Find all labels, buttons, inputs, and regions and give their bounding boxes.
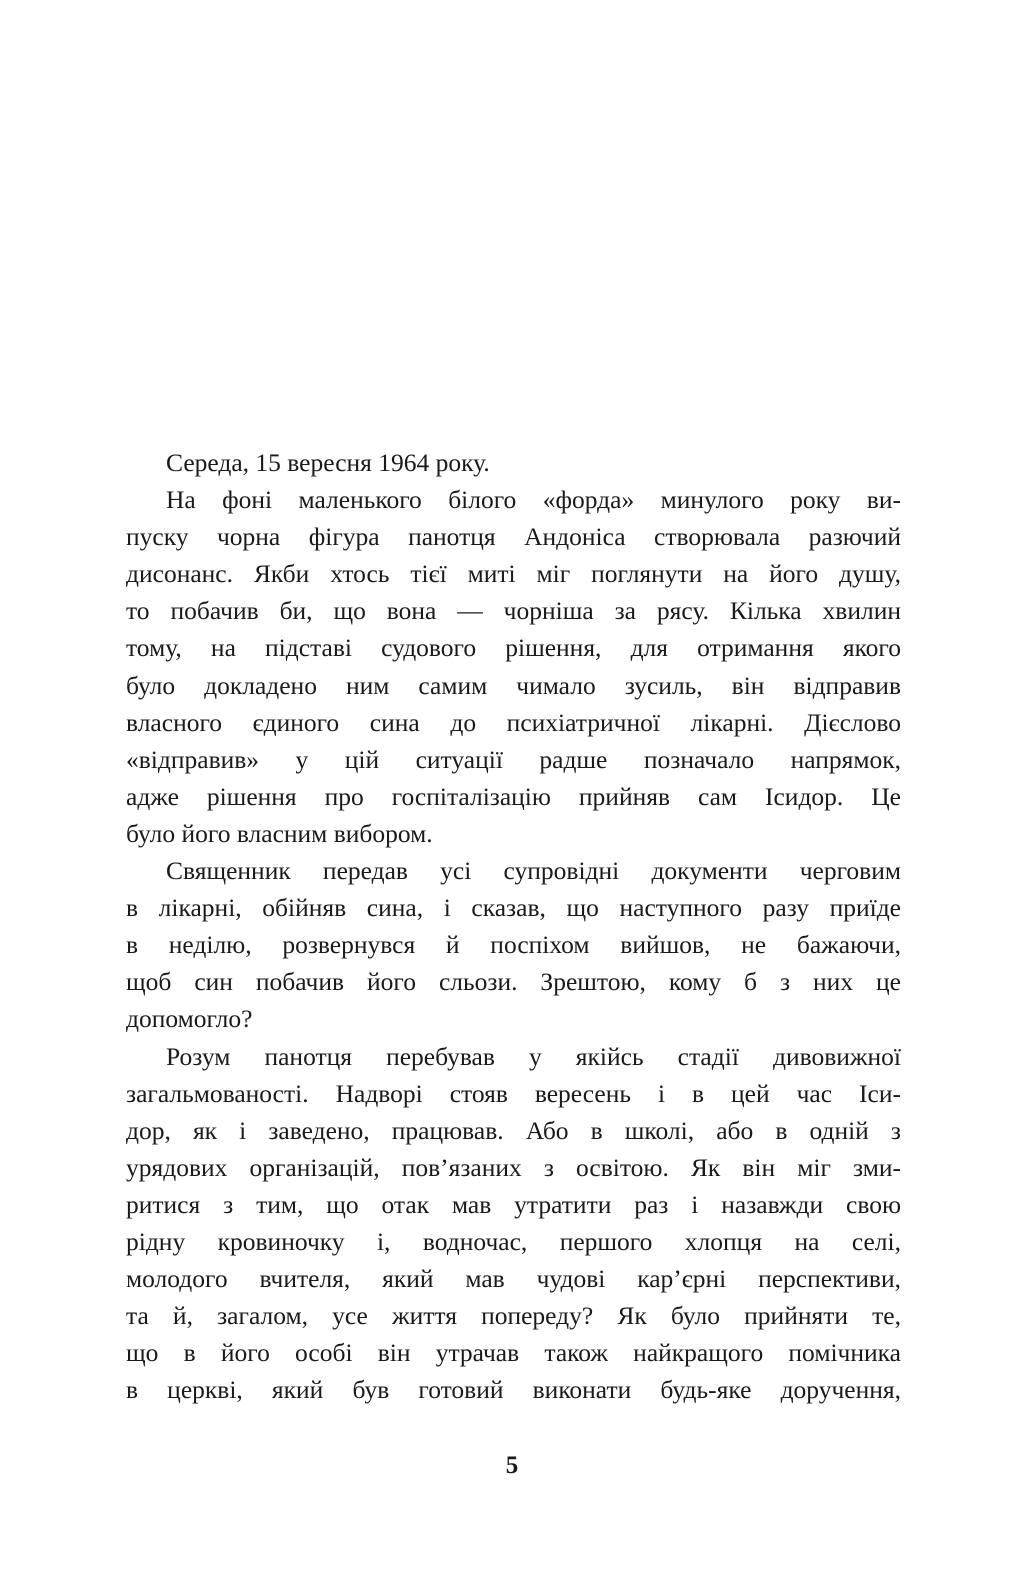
text-line: допомогло? [126, 1004, 253, 1034]
text-line: адже рішення про госпіталізацію прийняв сам Ісидор. Це [126, 781, 901, 811]
text-line: в церкві, який був готовий виконати будь-яке доручення, [126, 1375, 901, 1405]
text-line: На фоні маленького білого «форда» минулого року ви- [166, 485, 901, 515]
text-line: в лікарні, обійняв сина, і сказав, що наступного разу приїде [126, 893, 901, 923]
text-line: ритися з тим, що отак мав утратити раз і назавжди свою [126, 1189, 901, 1219]
text-line: щоб син побачив його сльози. Зрештою, кому б з них це [126, 967, 901, 997]
text-line: пуску чорна фігура панотця Андоніса створювала разючий [126, 522, 901, 552]
text-line: було докладено ним самим чимало зусиль, він відправив [126, 670, 901, 700]
page-number: 5 [505, 1452, 519, 1479]
text-line: Розум панотця перебував у якійсь стадії дивовижної [166, 1041, 901, 1071]
text-line: урядових організацій, пов’язаних з освітою. Як він міг зми- [126, 1152, 901, 1182]
text-line: «відправив» у цій ситуації радше позначало напрямок, [126, 744, 901, 774]
text-line: дисонанс. Якби хтось тієї миті міг поглянути на його душу, [126, 559, 901, 589]
text-line: в неділю, розвернувся й поспіхом вийшов, не бажаючи, [126, 930, 901, 960]
text-line: рідну кровиночку і, водночас, першого хлопця на селі, [126, 1226, 901, 1256]
text-line: що в його особі він утрачав також найкращого помічника [126, 1338, 901, 1368]
text-line: власного єдиного сина до психіатричної лікарні. Дієслово [126, 707, 901, 737]
text-line: молодого вчителя, який мав чудові кар’єрні перспективи, [126, 1264, 901, 1294]
text-line: Священник передав усі супровідні документи черговим [166, 856, 901, 886]
text-line: дор, як і заведено, працював. Або в школі, або в одній з [126, 1115, 901, 1145]
body-text [126, 444, 901, 1408]
text-line: тому, на підставі судового рішення, для отримання якого [126, 633, 901, 663]
text-line: та й, загалом, усе життя попереду? Як було прийняти те, [126, 1301, 901, 1331]
text-line: то побачив би, що вона — чорніша за рясу. Кілька хвилин [126, 596, 901, 626]
text-line: загальмованості. Надворі стояв вересень і в цей час Іси- [126, 1078, 901, 1108]
text-line: Середа, 15 вересня 1964 року. [166, 448, 490, 477]
text-line: було його власним вибором. [126, 818, 433, 848]
